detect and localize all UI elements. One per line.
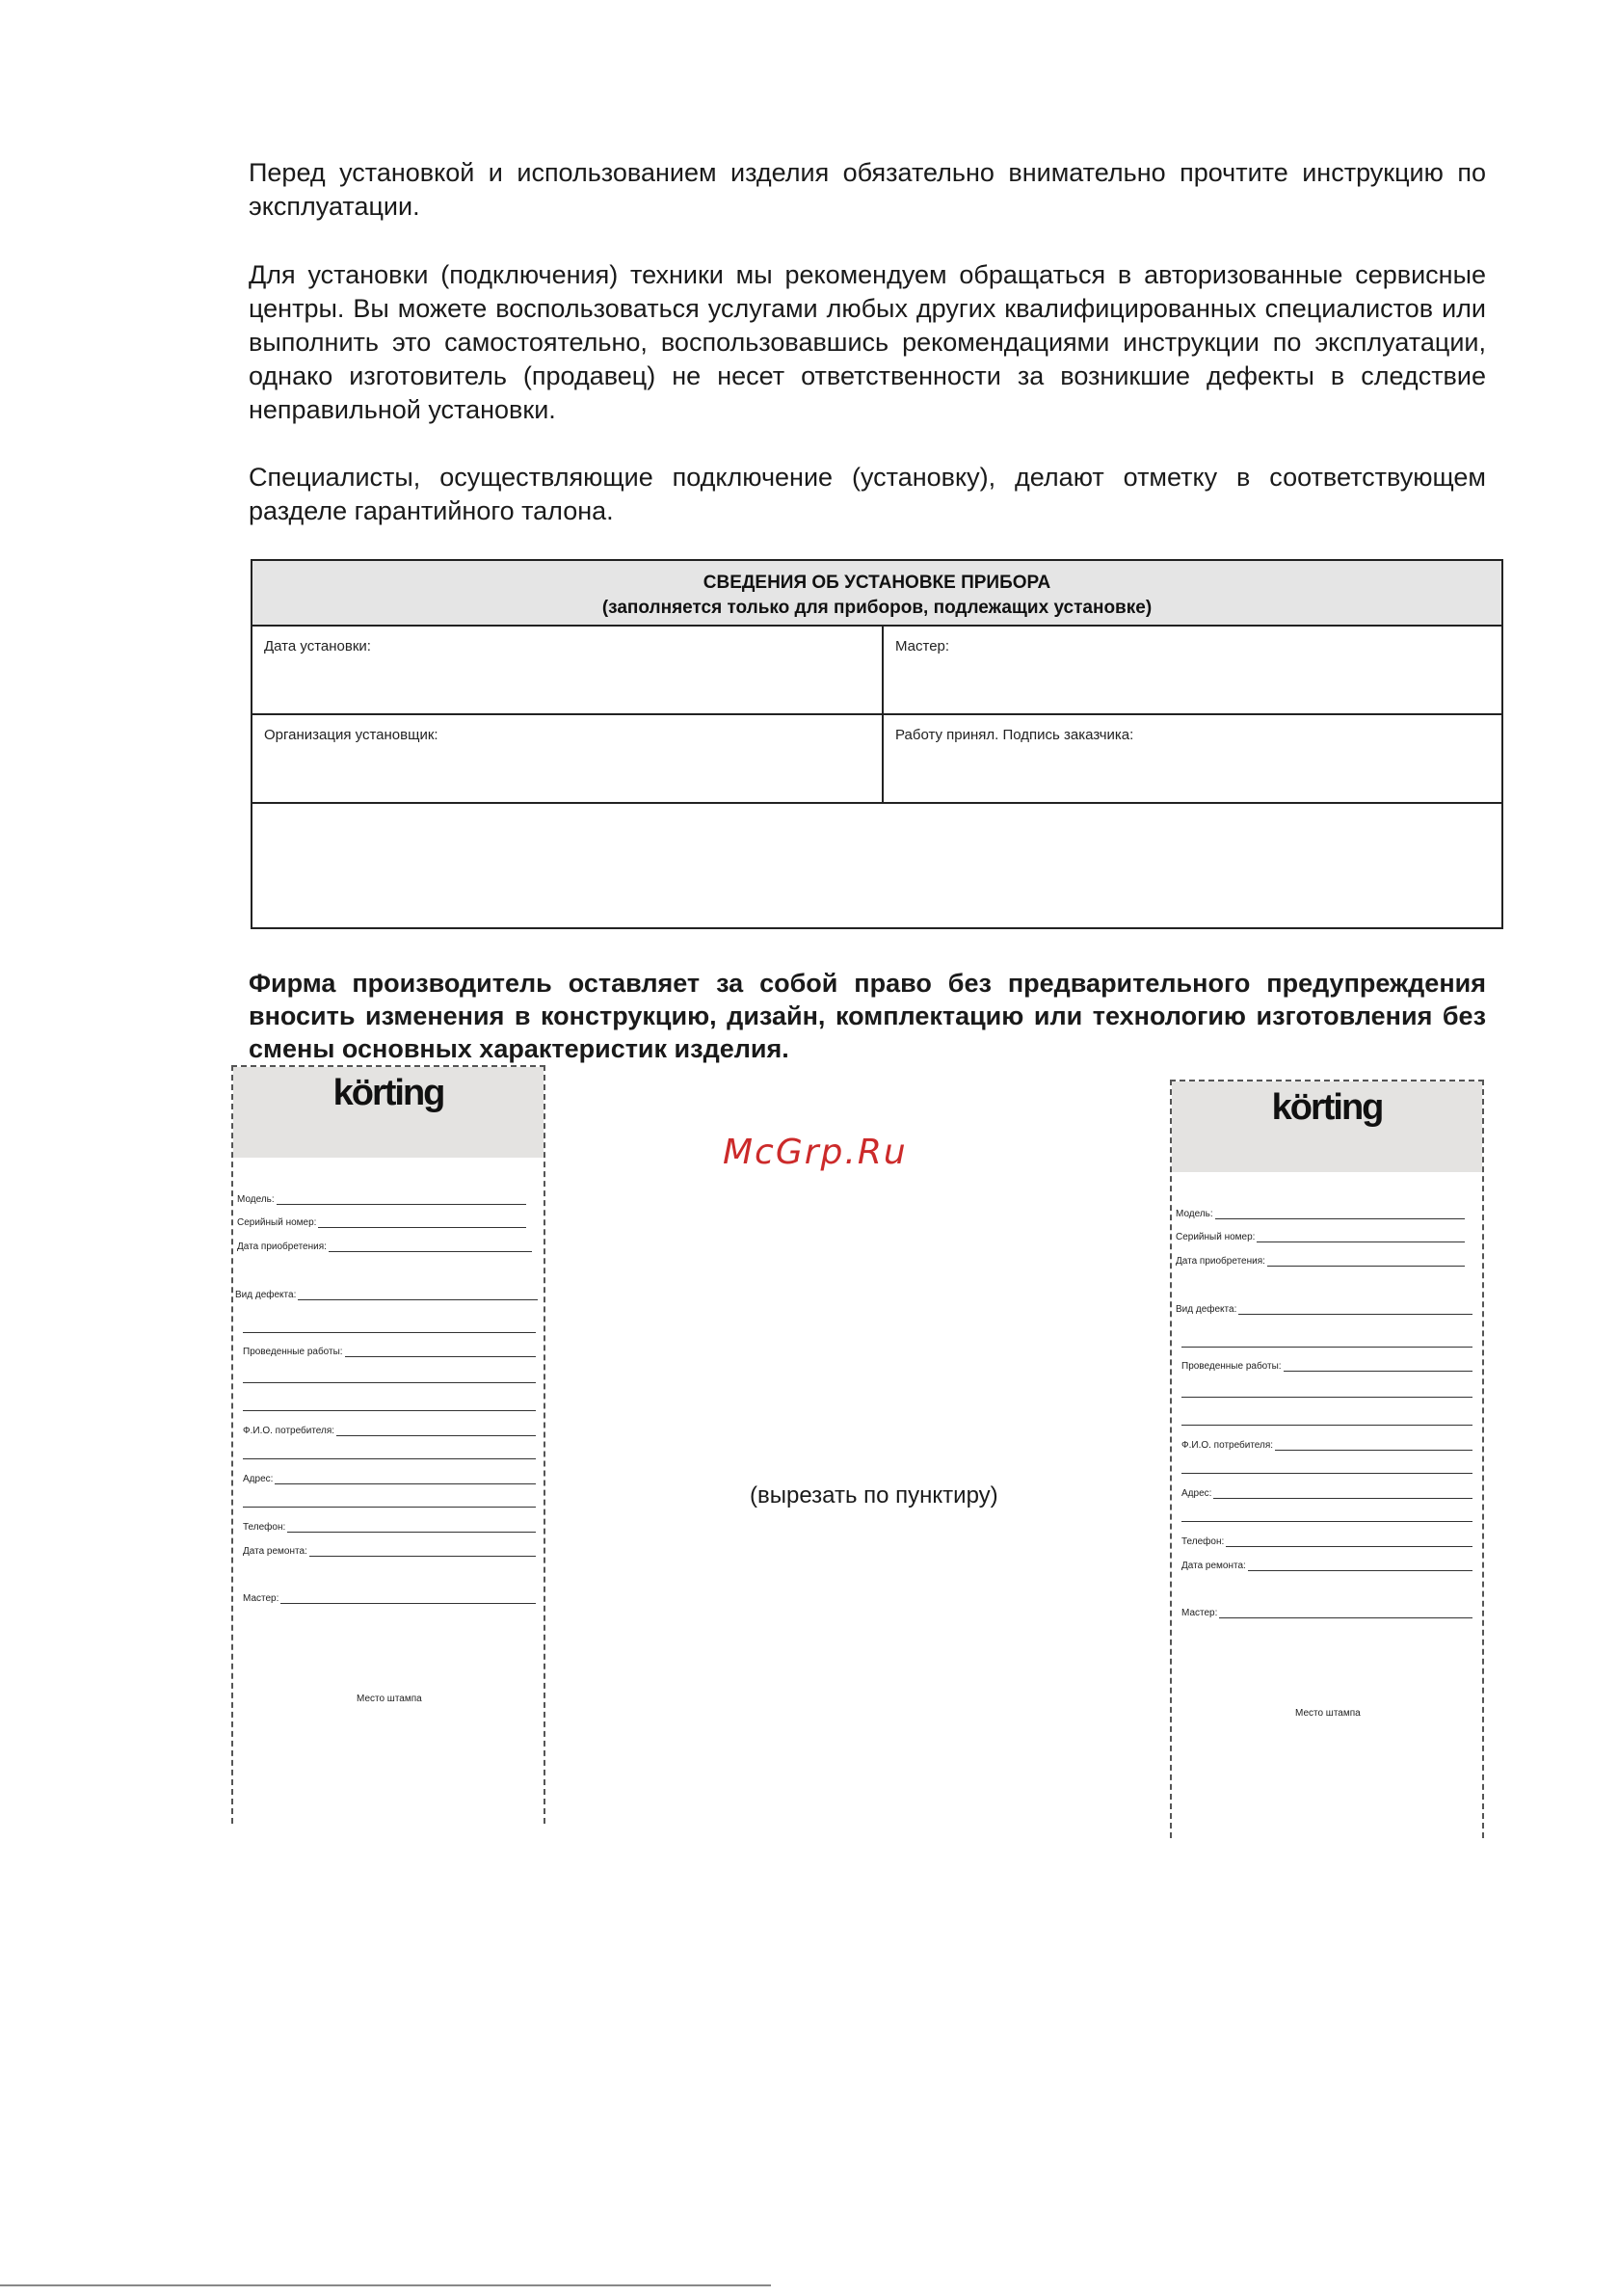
intro-paragraph-2: Для установки (подключения) техники мы рекомендуем обращаться в авторизованные сервисные центры. Вы можете воспользоваться услугами любых других квалифицированных специалистов или выполнить это самостоятельно, воспользовавшись рекомендациями инструкции по эксплуатации, однако изготовитель (продавец) не несет ответственности за возникшие дефекты в следствие неправильной установки.	[249, 260, 1486, 424]
coupon-consumer-label: Ф.И.О. потребителя:	[243, 1426, 335, 1436]
coupon-phone-field[interactable]	[243, 1522, 536, 1533]
coupon-repair-date-label: Дата ремонта:	[243, 1546, 307, 1557]
coupon-works-line-2	[243, 1410, 536, 1411]
coupon-phone-label: Телефон:	[1181, 1536, 1225, 1547]
coupon-works-label: Проведенные работы:	[1181, 1361, 1282, 1372]
coupon-consumer-label: Ф.И.О. потребителя:	[1181, 1440, 1274, 1451]
master-field[interactable]	[884, 627, 1500, 713]
coupon-repair-date-field[interactable]	[243, 1546, 536, 1557]
intro-paragraph-3: Специалисты, осуществляющие подключение (установку), делают отметку в соответствующем разделе гарантийного талона.	[249, 463, 1486, 525]
warranty-coupon-right	[1170, 1080, 1484, 1838]
coupon-phone-label: Телефон:	[243, 1522, 286, 1533]
coupon-serial-field[interactable]	[1176, 1232, 1465, 1242]
coupon-master-field[interactable]	[1181, 1608, 1472, 1618]
coupon-model-label: Модель:	[237, 1194, 275, 1205]
installer-organization-label: Организация установщик:	[264, 727, 438, 743]
korting-logo: körting	[332, 1073, 444, 1113]
coupon-stamp-place: Место штампа	[1295, 1708, 1361, 1719]
coupon-stamp-place: Место штампа	[357, 1694, 422, 1704]
coupon-purchase-date-field[interactable]	[237, 1241, 532, 1252]
installation-table-subtitle: (заполняется только для приборов, подлежащих установке)	[601, 598, 1153, 618]
installation-date-label: Дата установки:	[264, 638, 371, 654]
coupon-serial-field[interactable]	[237, 1217, 526, 1228]
coupon-defect-label: Вид дефекта:	[235, 1290, 297, 1300]
installation-notes-area[interactable]	[252, 804, 1501, 927]
coupon-master-field[interactable]	[243, 1593, 536, 1604]
coupon-consumer-line	[1181, 1473, 1472, 1474]
coupon-model-label: Модель:	[1176, 1209, 1213, 1219]
coupon-master-label: Мастер:	[243, 1593, 279, 1604]
coupon-model-field[interactable]	[1176, 1209, 1465, 1219]
coupon-address-field[interactable]	[1181, 1488, 1472, 1499]
coupon-works-field[interactable]	[1181, 1361, 1472, 1372]
coupon-purchase-date-label: Дата приобретения:	[237, 1241, 327, 1252]
coupon-works-label: Проведенные работы:	[243, 1347, 343, 1357]
coupon-address-label: Адрес:	[1181, 1488, 1212, 1499]
footer-rule	[0, 2284, 771, 2286]
coupon-phone-field[interactable]	[1181, 1536, 1472, 1547]
coupon-defect-line	[1181, 1347, 1472, 1348]
coupon-serial-label: Серийный номер:	[237, 1217, 317, 1228]
manufacturer-disclaimer: Фирма производитель оставляет за собой право без предварительного предупреждения вносить изменения в конструкцию, дизайн, комплектацию или технологию изготовления без смены основных характеристик изделия.	[249, 969, 1486, 1063]
coupon-consumer-line	[243, 1458, 536, 1459]
coupon-header	[1172, 1081, 1482, 1172]
cut-along-dotted-note: (вырезать по пунктиру)	[750, 1482, 998, 1508]
intro-paragraph-1: Перед установкой и использованием изделия обязательно внимательно прочтите инструкцию по эксплуатации.	[249, 158, 1486, 221]
coupon-repair-date-field[interactable]	[1181, 1561, 1472, 1571]
installer-organization-field[interactable]	[252, 715, 882, 802]
coupon-consumer-field[interactable]	[243, 1426, 536, 1436]
customer-signature-label: Работу принял. Подпись заказчика:	[895, 727, 1134, 743]
installation-table-header	[252, 561, 1501, 627]
master-label: Мастер:	[895, 638, 950, 654]
coupon-purchase-date-field[interactable]	[1176, 1256, 1465, 1267]
coupon-defect-field[interactable]	[1176, 1304, 1472, 1315]
installation-info-table	[251, 559, 1503, 929]
coupon-works-line-2	[1181, 1425, 1472, 1426]
installation-date-field[interactable]	[252, 627, 882, 713]
installation-table-title: СВЕДЕНИЯ ОБ УСТАНОВКЕ ПРИБОРА	[703, 573, 1051, 593]
coupon-repair-date-label: Дата ремонта:	[1181, 1561, 1246, 1571]
korting-logo: körting	[1271, 1087, 1383, 1128]
coupon-model-field[interactable]	[237, 1194, 526, 1205]
coupon-works-line-1	[243, 1382, 536, 1383]
coupon-defect-label: Вид дефекта:	[1176, 1304, 1237, 1315]
coupon-address-field[interactable]	[243, 1474, 536, 1484]
warranty-coupon-left	[231, 1065, 545, 1824]
coupon-works-line-1	[1181, 1397, 1472, 1398]
customer-signature-field[interactable]	[884, 715, 1500, 802]
coupon-defect-field[interactable]	[235, 1290, 538, 1300]
coupon-purchase-date-label: Дата приобретения:	[1176, 1256, 1265, 1267]
coupon-defect-line	[243, 1332, 536, 1333]
coupon-consumer-field[interactable]	[1181, 1440, 1472, 1451]
coupon-master-label: Мастер:	[1181, 1608, 1218, 1618]
coupon-serial-label: Серийный номер:	[1176, 1232, 1256, 1242]
coupon-address-line	[1181, 1521, 1472, 1522]
coupon-address-label: Адрес:	[243, 1474, 274, 1484]
coupon-header	[233, 1067, 544, 1158]
coupon-works-field[interactable]	[243, 1347, 536, 1357]
site-watermark: McGrp.Ru	[723, 1133, 908, 1172]
coupon-address-line	[243, 1507, 536, 1508]
